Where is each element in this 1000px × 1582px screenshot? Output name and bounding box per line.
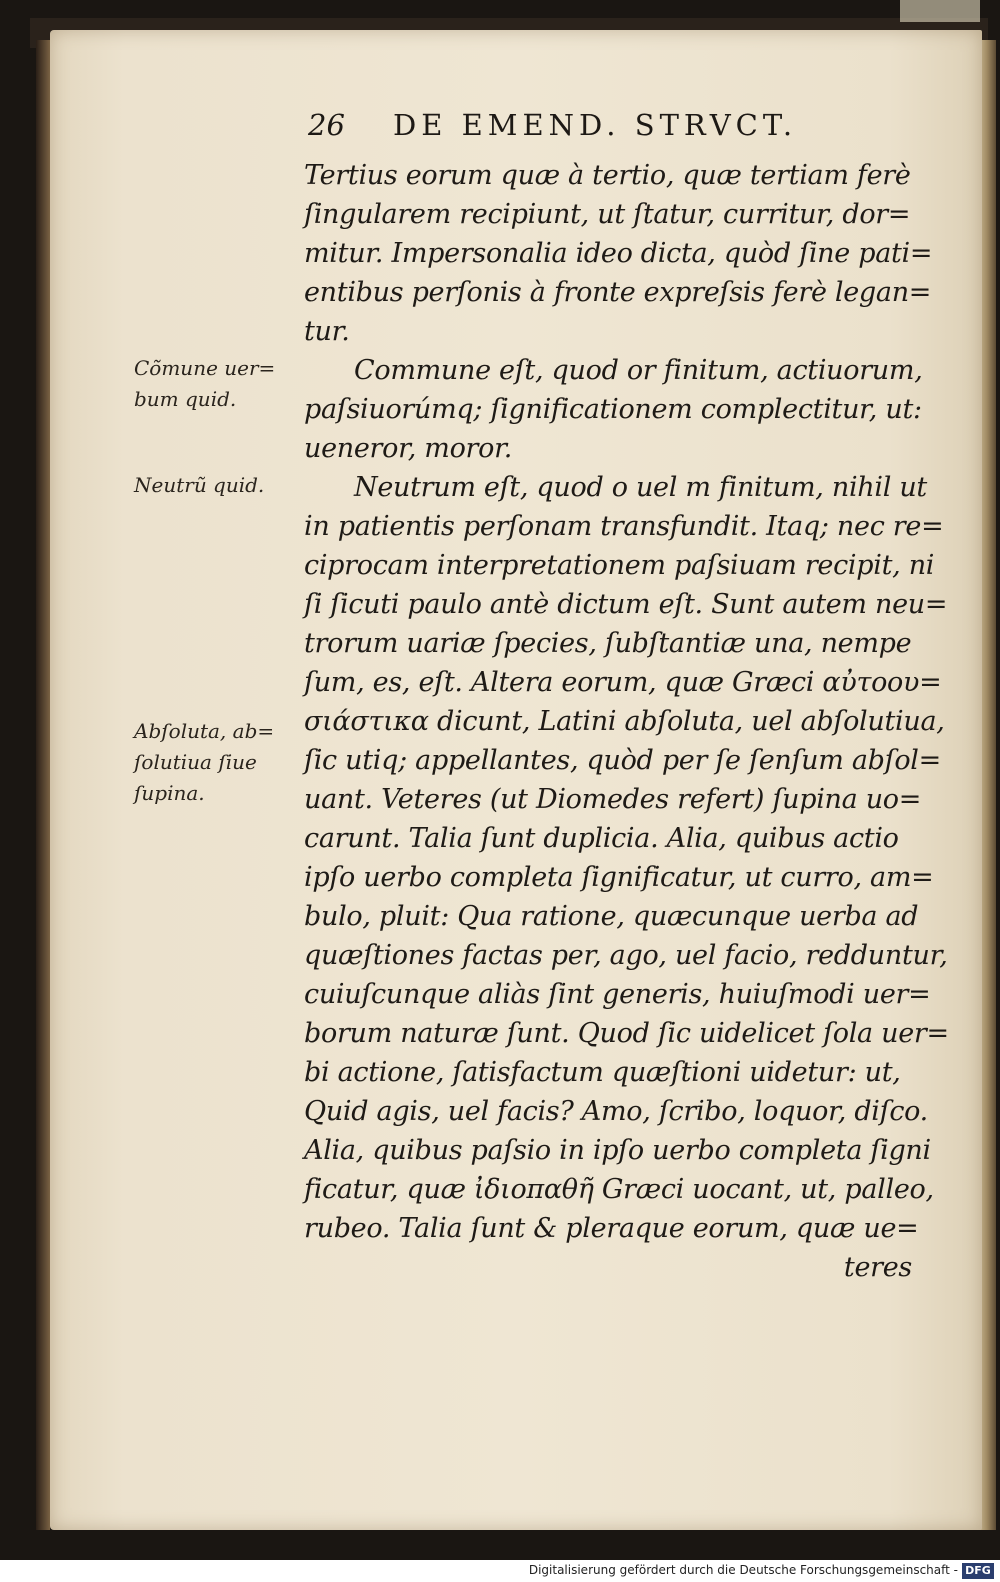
page-number: 26 bbox=[308, 108, 345, 142]
margin-note-line: ſolutiua ſiue bbox=[134, 750, 257, 774]
text-line: trorum uariæ ſpecies, ſubſtantiæ una, nempe bbox=[304, 628, 912, 659]
text-line: carunt. Talia ſunt duplicia. Alia, quibus actio bbox=[304, 823, 899, 854]
margin-note-line: bum quid. bbox=[134, 387, 237, 411]
text-line: mitur. Impersonalia ideo dicta, quòd ſine pati= bbox=[304, 238, 933, 269]
text-line: Commune eſt, quod or finitum, actiuorum, bbox=[354, 355, 923, 386]
text-line: in patientis perſonam transfundit. Itaq; nec re= bbox=[304, 511, 944, 542]
text-line: ueneror, moror. bbox=[304, 433, 513, 464]
margin-note-commune bbox=[134, 353, 302, 415]
text-line: ſi ſicuti paulo antè dictum eſt. Sunt autem neu= bbox=[304, 589, 948, 620]
margin-note-line: Cõmune uer= bbox=[134, 356, 276, 380]
margin-note-line: Abſoluta, ab= bbox=[134, 719, 275, 743]
main-text bbox=[304, 156, 949, 1287]
text-line: ſic utiq; appellantes, quòd per ſe ſenſum abſol= bbox=[304, 745, 941, 776]
text-line: cuiuſcunque aliàs ſint generis, huiuſmodi uer= bbox=[304, 979, 931, 1010]
text-line: ipſo uerbo completa ſignificatur, ut curro, am= bbox=[304, 862, 934, 893]
running-head bbox=[308, 108, 928, 142]
text-line: ciprocam interpretationem paſsiuam recipit, ni bbox=[304, 550, 935, 581]
footer-credit: Digitalisierung gefördert durch die Deutsche Forschungsgemeinschaft - bbox=[528, 1563, 958, 1577]
text-line: ficatur, quæ ἰδιοπαθῆ Græci uocant, ut, palleo, bbox=[304, 1174, 934, 1205]
corner-stain bbox=[900, 0, 980, 22]
text-line: borum naturæ ſunt. Quod ſic uidelicet ſola uer= bbox=[304, 1018, 949, 1049]
text-line: paſsiuorúmq; ſignificationem complectitur, ut: bbox=[304, 394, 922, 425]
text-line: ſingularem recipiunt, ut ſtatur, curritur, dor= bbox=[304, 199, 911, 230]
text-line: tur. bbox=[304, 316, 350, 347]
margin-note-line: ſupina. bbox=[134, 781, 205, 805]
text-line: ſum, es, eſt. Altera eorum, quæ Græci αὐτοου= bbox=[304, 667, 942, 698]
text-line: Alia, quibus paſsio in ipſo uerbo completa ſigni bbox=[304, 1135, 931, 1166]
dfg-logo: DFG bbox=[962, 1563, 994, 1579]
margin-note-line: Neutrũ quid. bbox=[134, 473, 265, 497]
text-line: uant. Veteres (ut Diomedes refert) ſupina uo= bbox=[304, 784, 922, 815]
running-title: DE EMEND. STRVCT. bbox=[393, 108, 798, 142]
text-line: Quid agis, uel facis? Amo, ſcribo, loquor, diſco. bbox=[304, 1096, 928, 1127]
catchword: teres bbox=[843, 1252, 912, 1283]
text-line: rubeo. Talia ſunt & pleraque eorum, quæ ue= bbox=[304, 1213, 919, 1244]
text-line: entibus perſonis à fronte expreſsis ferè legan= bbox=[304, 277, 932, 308]
text-line: bulo, pluit: Qua ratione, quæcunque uerba ad bbox=[304, 901, 919, 932]
binding-edge bbox=[36, 40, 50, 1530]
text-line: Neutrum eſt, quod o uel m finitum, nihil ut bbox=[354, 472, 927, 503]
text-line: σιάστικα dicunt, Latini abſoluta, uel abſolutiua, bbox=[304, 706, 945, 737]
text-line: bi actione, ſatisfactum quæſtioni uidetur: ut, bbox=[304, 1057, 901, 1088]
margin-note-absoluta bbox=[134, 716, 302, 809]
margin-note-neutrum bbox=[134, 470, 302, 501]
text-line: Tertius eorum quæ à tertio, quæ tertiam ferè bbox=[304, 160, 911, 191]
text-line: quæſtiones factas per, ago, uel facio, redduntur, bbox=[304, 940, 948, 971]
